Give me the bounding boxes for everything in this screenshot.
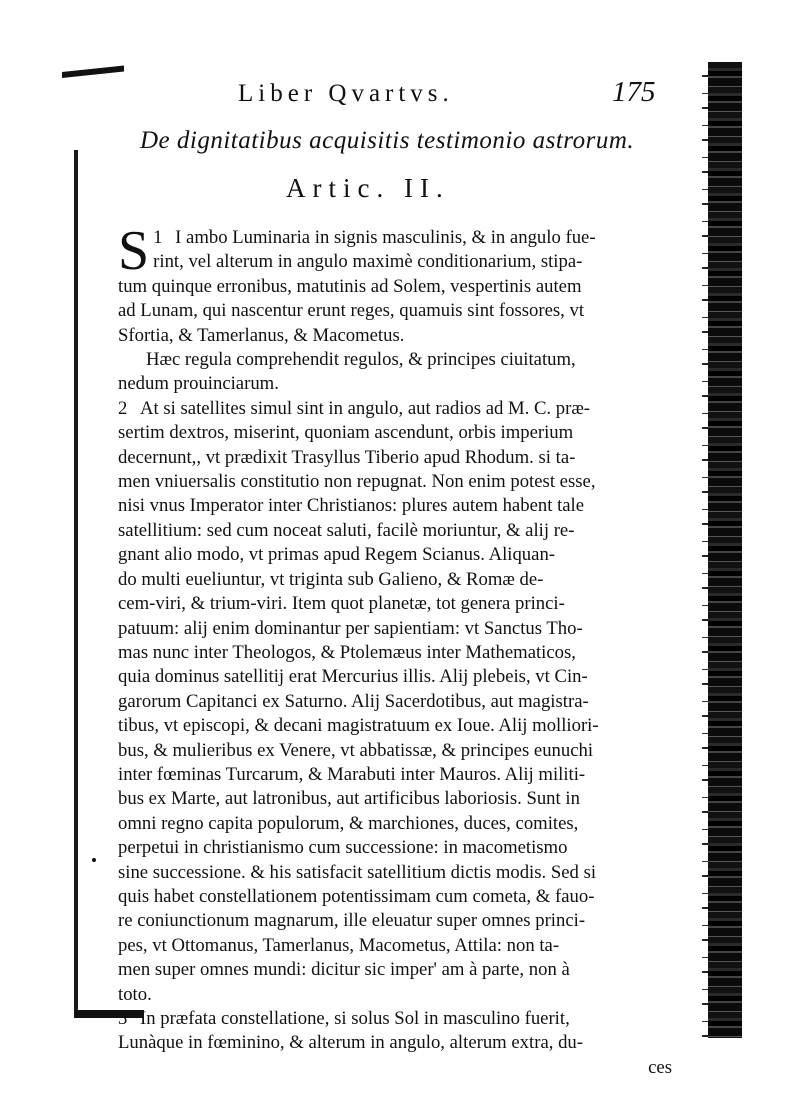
text-line: ad Lunam, qui nascentur erunt reges, quamuis sint fossores, vt [118,300,585,322]
article-heading: Artic. II. [286,173,450,203]
text-line: tum quinque erronibus, matutinis ad Solem, vespertinis autem [118,275,582,297]
scan-speck [92,858,96,862]
text-line: men super omnes mundi: dicitur sic imper' am à parte, non à [118,959,570,981]
section-title: De dignitatibus acquisitis testimonio astrorum. [140,127,635,154]
text-line: satellitium: sed cum noceat saluti, facilè moriuntur, & alij re- [118,519,575,541]
text-line: perpetui in christianismo cum successione: in macometismo [118,837,568,859]
text-line: pes, vt Ottomanus, Tamerlanus, Macometus, Attila: non ta- [118,934,560,956]
text-line: 3 In præfata constellatione, si solus Sol in masculino fuerit, [118,1007,672,1031]
paragraph-number: 1 [153,227,163,248]
scan-border-right [708,62,742,1038]
text-line: bus, & mulieribus ex Venere, vt abbatissæ, & principes eunuchi [118,739,594,761]
text-line: inter fœminas Turcarum, & Marabuti inter Mauros. Alij militi- [118,763,586,785]
text-line: garorum Capitanci ex Saturno. Alij Sacerdotibus, aut magistra- [118,690,589,712]
text-line: decernunt,, vt prædixit Trasyllus Tiberio apud Rhodum. si ta- [118,446,576,468]
scan-edge-mark [62,65,124,78]
text-line: gnant alio modo, vt primas apud Regem Scianus. Aliquan- [118,544,556,566]
text-line: cem-viri, & trium-viri. Item quot planetæ, tot genera princi- [118,593,565,615]
paragraph-3 [118,1007,672,1080]
running-head: Liber Qvartvs. [238,80,454,107]
text-line: toto. [118,983,152,1005]
text-line: Lunàque in fœminino, & alterum in angulo, alterum extra, du- [118,1032,583,1054]
text-line: tibus, vt episcopi, & decani magistratuum ex Ioue. Alij molliori- [118,715,599,737]
text-line: nisi vnus Imperator inter Christianos: plures autem habent tale [118,495,585,517]
paragraph-1 [118,220,672,348]
paragraph-2 [118,397,672,1007]
paragraph-number: 2 [118,397,128,419]
text-line: sine successione. & his satisfacit satellitium dictis modis. Sed si [118,861,597,883]
text-line: 2 At si satellites simul sint in angulo, aut radios ad M. C. præ- [118,397,672,421]
page-gutter-line [74,150,78,1010]
text-line: sertim dextros, miserint, quoniam ascendunt, orbis imperium [118,422,574,444]
page-number: 175 [612,76,656,108]
text-line: re coniunctionum magnarum, ille eleuatur super omnes princi- [118,910,586,932]
text-line: quia dominus satellitij erat Mercurius illis. Alij plebeis, vt Cin- [118,666,588,688]
text-line: nedum prouinciarum. [118,373,279,395]
body-text [118,220,672,1080]
text-line: quis habet constellationem potentissimam cum cometa, & fauo- [118,885,595,907]
text-line: Sfortia, & Tamerlanus, & Macometus. [118,324,405,346]
paragraph-number: 3 [118,1008,128,1029]
paragraph-1-line-2: rint, vel alterum in angulo maximè conditionarium, stipa- [153,251,583,273]
text-line: do multi eueliuntur, vt triginta sub Galieno, & Romæ de- [118,568,544,590]
text-line: Hæc regula comprehendit regulos, & principes ciuitatum, [146,349,576,371]
text-line: omni regno capita populorum, & marchiones, duces, comites, [118,812,579,834]
text-line: mas nunc inter Theologos, & Ptolemæus inter Mathematicos, [118,641,576,663]
drop-capital: S [118,220,150,282]
paragraph-1-line-1: 1 S I ambo Luminaria in signis masculinis, & in angulo fue- [118,220,596,282]
catchword: ces [648,1056,672,1078]
text-line: patuum: alij enim dominantur per sapientiam: vt Sanctus Tho- [118,617,583,639]
text-line: bus ex Marte, aut latronibus, aut artificibus laboriosis. Sunt in [118,788,580,810]
paragraph-1b [118,348,672,397]
text-line: men vniuersalis constitutio non repugnat. Non enim potest esse, [118,471,596,493]
